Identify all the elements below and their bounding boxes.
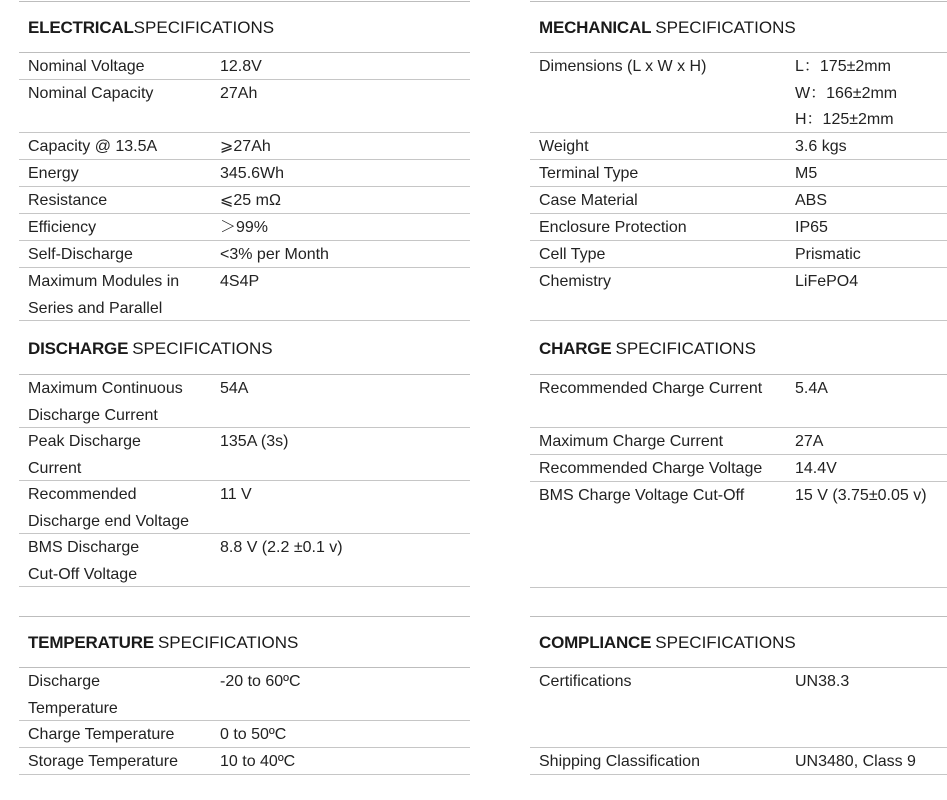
charge-heading: CHARGE SPECIFICATIONS: [530, 323, 947, 375]
spec-value: 10 to 40ºC: [220, 753, 296, 770]
compliance-heading: COMPLIANCE SPECIFICATIONS: [530, 616, 947, 668]
spec-row: [19, 668, 470, 721]
spec-value: 345.6Wh: [220, 165, 285, 182]
spec-label: Weight: [539, 138, 589, 155]
spec-value: 12.8V: [220, 58, 262, 75]
spec-label: Efficiency: [28, 219, 97, 236]
spec-label: Chemistry: [539, 273, 612, 290]
spec-row: [530, 668, 947, 748]
spec-value: 3.6 kgs: [795, 138, 847, 155]
spec-row: [19, 160, 470, 187]
spec-label: Energy: [28, 165, 79, 182]
spec-row-dimensions: [530, 53, 947, 133]
spec-value: 135A (3s): [220, 433, 289, 450]
spec-label: Maximum Modules in Series and Parallel: [28, 273, 180, 317]
spec-value: 54A: [220, 380, 249, 397]
spec-label: BMS Charge Voltage Cut-Off: [539, 487, 745, 504]
temperature-section: [19, 616, 470, 775]
spec-value: 27A: [795, 433, 824, 450]
spec-label: Storage Temperature: [28, 753, 179, 770]
spec-label: Maximum Charge Current: [539, 433, 724, 450]
mechanical-heading: MECHANICAL SPECIFICATIONS: [530, 1, 947, 53]
spec-row: [19, 375, 470, 428]
electrical-section: [19, 1, 470, 321]
spec-row: [19, 241, 470, 268]
spec-row: [530, 268, 947, 321]
spec-row: [19, 53, 470, 80]
electrical-heading: ELECTRICALSPECIFICATIONS: [19, 1, 470, 53]
spec-value: UN3480, Class 9: [795, 753, 916, 770]
spec-row: [19, 133, 470, 160]
spec-value: 14.4V: [795, 460, 837, 477]
spec-label: Dimensions (L x W x H): [539, 58, 707, 75]
spec-value: ⩾27Ah: [220, 138, 271, 155]
spec-label: Recommended Discharge end Voltage: [28, 486, 189, 530]
spec-row: [530, 241, 947, 268]
spec-label: Nominal Capacity: [28, 85, 154, 102]
spec-row: [19, 428, 470, 481]
spec-label: Capacity @ 13.5A: [28, 138, 158, 155]
spec-value: <3% per Month: [220, 246, 329, 263]
spec-label: Peak Discharge Current: [28, 433, 141, 477]
spec-row: [19, 268, 470, 321]
spec-label: Self-Discharge: [28, 246, 133, 263]
spec-label: BMS Discharge Cut-Off Voltage: [28, 539, 140, 583]
mechanical-section: [530, 1, 947, 321]
spec-row: [19, 187, 470, 214]
spec-label: Enclosure Protection: [539, 219, 687, 236]
spec-row: [19, 748, 470, 775]
discharge-heading: DISCHARGE SPECIFICATIONS: [19, 323, 470, 375]
spec-value: -20 to 60ºC: [220, 673, 301, 690]
spec-row: [530, 133, 947, 160]
spec-row: [530, 748, 947, 775]
spec-value: 15 V (3.75±0.05 v): [795, 487, 927, 504]
spec-value: 0 to 50ºC: [220, 726, 287, 743]
spec-row: [530, 482, 947, 588]
spec-row: [19, 481, 470, 534]
spec-value: M5: [795, 165, 818, 182]
spec-value: ⩽25 mΩ: [220, 192, 281, 209]
discharge-section: [19, 323, 470, 587]
spec-value: 5.4A: [795, 380, 828, 397]
spec-label: Charge Temperature: [28, 726, 175, 743]
spec-label: Resistance: [28, 192, 108, 209]
charge-section: [530, 323, 947, 588]
spec-row: [530, 375, 947, 428]
spec-row: [19, 534, 470, 587]
spec-row: [530, 455, 947, 482]
spec-label: Certifications: [539, 673, 632, 690]
spec-label: Shipping Classification: [539, 753, 700, 770]
spec-label: Recommended Charge Current: [539, 380, 763, 397]
spec-label: Case Material: [539, 192, 638, 209]
spec-value: ABS: [795, 192, 828, 209]
spec-value: 27Ah: [220, 85, 258, 102]
spec-value: UN38.3: [795, 673, 850, 690]
spec-value: 11 V: [220, 486, 252, 503]
spec-label: Nominal Voltage: [28, 58, 145, 75]
spec-value: Prismatic: [795, 246, 861, 263]
temperature-heading: TEMPERATURE SPECIFICATIONS: [19, 616, 470, 668]
spec-value: L：175±2mm W：166±2mm H：125±2mm: [795, 58, 898, 128]
compliance-section: [530, 616, 947, 775]
spec-row: [19, 214, 470, 241]
spec-label: Maximum Continuous Discharge Current: [28, 380, 183, 424]
spec-row: [530, 187, 947, 214]
spec-row: [530, 214, 947, 241]
spec-label: Cell Type: [539, 246, 606, 263]
spec-value: 8.8 V (2.2 ±0.1 v): [220, 539, 343, 556]
spec-value: ＞99%: [220, 219, 269, 236]
spec-value: IP65: [795, 219, 828, 236]
spec-value: 4S4P: [220, 273, 260, 290]
spec-label: Recommended Charge Voltage: [539, 460, 763, 477]
spec-row: [530, 160, 947, 187]
spec-label: Discharge Temperature: [28, 673, 118, 717]
spec-label: Terminal Type: [539, 165, 639, 182]
spec-row: [19, 80, 470, 133]
spec-row: [19, 721, 470, 748]
spec-row: [530, 428, 947, 455]
spec-value: LiFePO4: [795, 273, 859, 290]
